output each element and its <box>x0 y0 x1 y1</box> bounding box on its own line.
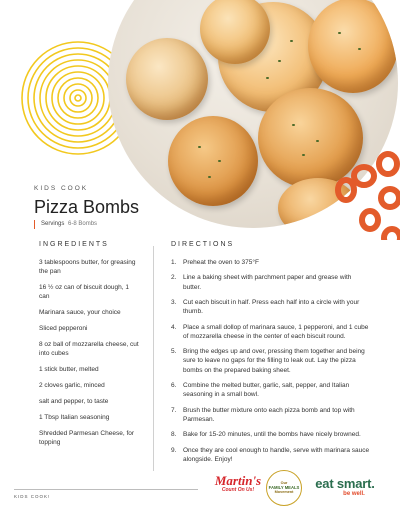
step-text: Cut each biscuit in half. Press each half into a circle with your thumb. <box>183 298 360 316</box>
ingredient-item: 1 stick butter, melted <box>39 366 99 373</box>
footer-text: KIDS COOK! <box>14 494 51 499</box>
orange-rings-icon <box>330 150 400 240</box>
column-divider <box>153 246 154 471</box>
directions-list <box>171 258 371 470</box>
step-number: 8. <box>171 431 177 439</box>
ingredient-item: 16 ½ oz can of biscuit dough, 1 can <box>39 284 129 300</box>
martins-logo <box>214 474 262 494</box>
ingredient-item: 1 Tbsp Italian seasoning <box>39 414 110 421</box>
step-text: Preheat the oven to 375°F <box>183 259 259 266</box>
direction-step <box>171 430 371 439</box>
kicker: KIDS COOK <box>34 185 89 192</box>
page-title: Pizza Bombs <box>34 197 140 217</box>
servings-value: 6-8 Bombs <box>68 221 98 227</box>
step-text: Combine the melted butter, garlic, salt, pepper, and Italian seasoning in a small bowl. <box>183 381 350 399</box>
direction-step <box>171 258 371 267</box>
ingredient-item: 3 tablespoons butter, for greasing the pan <box>39 259 136 275</box>
ingredients-heading: INGREDIENTS <box>39 241 109 248</box>
ingredient-item: Sliced pepperoni <box>39 325 88 332</box>
step-text: Place a small dollop of marinara sauce, 1 pepperoni, and 1 cube of mozzarella cheese in the center of each biscuit round. <box>183 323 369 340</box>
eat-smart-logo-tag: be well. <box>343 491 365 497</box>
step-text: Bring the edges up and over, pressing them together and being sure to leave no gaps for the filling to leak out. Lay the pizza bombs on the prepared baking sheet. <box>183 348 365 374</box>
footer-rule <box>14 489 198 490</box>
step-number: 6. <box>171 381 177 389</box>
martins-logo-main: Martin's <box>214 473 262 488</box>
martins-logo-tag: Count On Us! <box>221 487 255 493</box>
direction-step <box>171 347 371 375</box>
step-number: 9. <box>171 446 177 454</box>
fmm-logo-mid: FAMILY MEALS <box>268 484 300 490</box>
direction-step <box>171 323 371 341</box>
step-number: 1. <box>171 259 177 266</box>
directions-heading: DIRECTIONS <box>171 241 235 248</box>
servings-line <box>34 220 97 229</box>
step-number: 5. <box>171 348 177 356</box>
direction-step <box>171 446 371 464</box>
family-meals-logo <box>266 470 302 506</box>
step-text: Bake for 15-20 minutes, until the bombs have nicely browned. <box>183 431 361 439</box>
ingredients-list <box>39 258 139 454</box>
fmm-logo-top: Our <box>280 481 288 486</box>
eat-smart-logo <box>309 477 381 497</box>
step-number: 2. <box>171 274 177 282</box>
eat-smart-logo-main: eat smart. <box>315 476 375 491</box>
direction-step <box>171 298 371 316</box>
step-text: Once they are cool enough to handle, serve with marinara sauce alongside. Enjoy! <box>183 446 370 463</box>
ingredient-item: 2 cloves garlic, minced <box>39 382 105 389</box>
ingredient-item: 8 oz ball of mozzarella cheese, cut into cubes <box>39 341 139 357</box>
step-number: 4. <box>171 323 177 331</box>
direction-step <box>171 381 371 399</box>
step-text: Line a baking sheet with parchment paper and grease with butter. <box>183 274 352 291</box>
direction-step <box>171 406 371 424</box>
step-text: Brush the butter mixture onto each pizza bomb and top with Parmesan. <box>183 406 355 423</box>
fmm-logo-bottom: Movement <box>274 490 294 495</box>
ingredient-item: salt and pepper, to taste <box>39 398 109 405</box>
step-number: 3. <box>171 298 177 306</box>
servings-label: Servings <box>41 221 65 227</box>
step-number: 7. <box>171 406 177 414</box>
ingredient-item: Shredded Parmesan Cheese, for topping <box>39 430 135 446</box>
ingredient-item: Marinara sauce, your choice <box>39 309 121 316</box>
direction-step <box>171 273 371 291</box>
